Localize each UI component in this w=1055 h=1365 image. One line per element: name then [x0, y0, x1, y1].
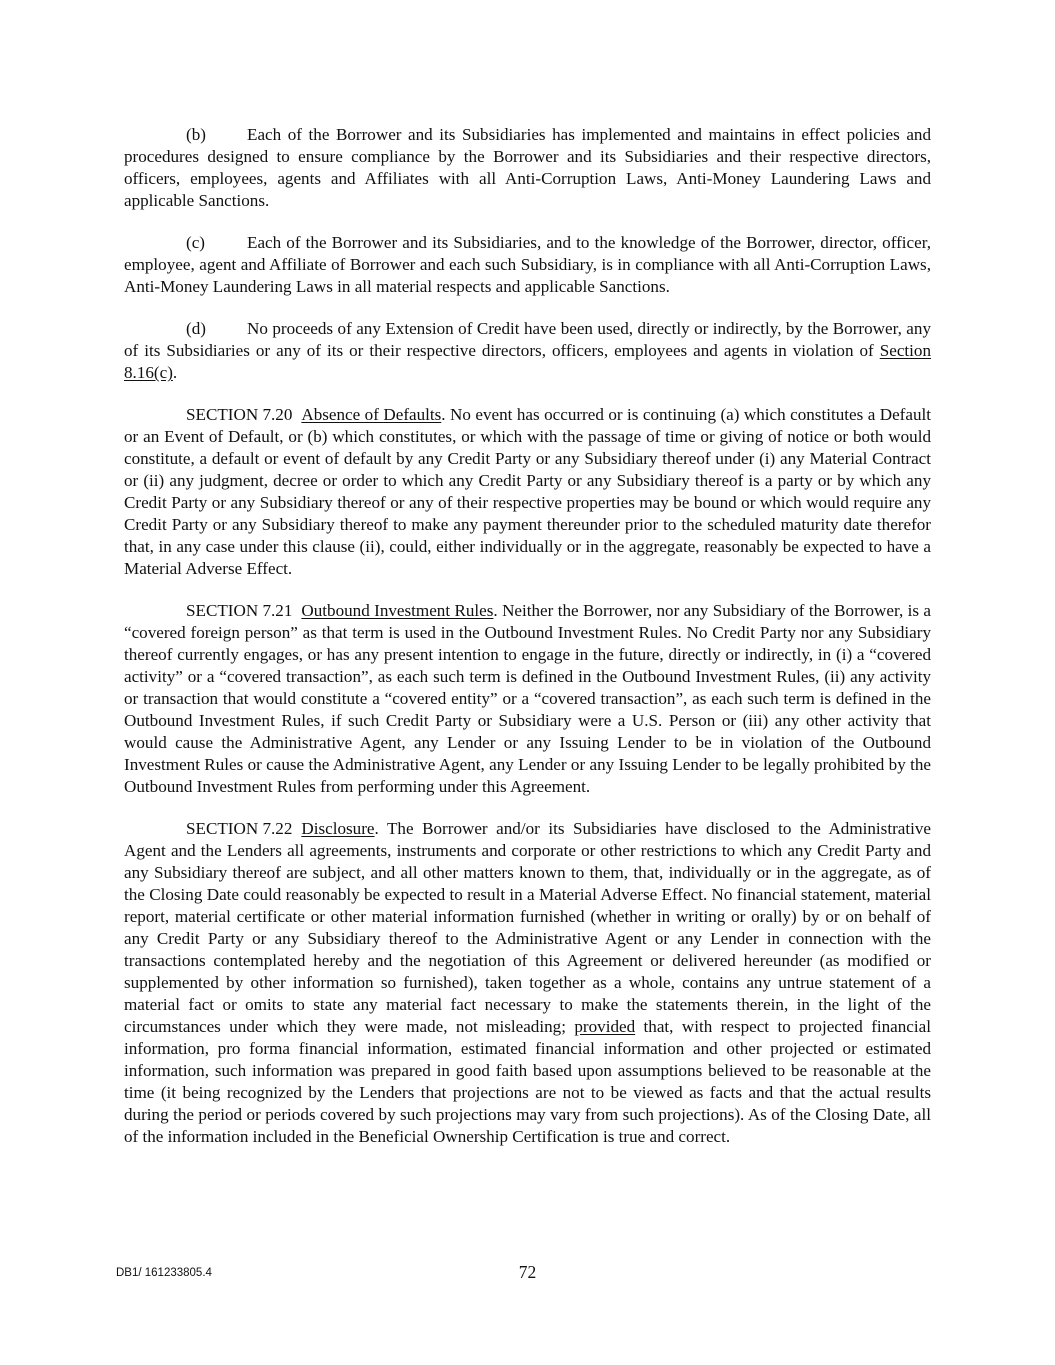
section-7-22: [124, 818, 931, 1148]
section-number-7-21: SECTION 7.21: [186, 601, 293, 620]
section-text-7-22-before: . The Borrower and/or its Subsidiaries have disclosed to the Administrative Agent and the Lenders all agreements, instruments and corporate or other restrictions to which any Credit Party and any Subsidiary thereof are subject, and all other matters known to them, that, individually or in the aggregate, as of the Closing Date could reasonably be expected to result in a Material Adverse Effect. No financial statement, material report, material certificate or other material information furnished (whether in writing or orally) by or on behalf of any Credit Party or any Subsidiary thereof to the Administrative Agent or any Lender in connection with the transactions contemplated hereby and the negotiation of this Agreement or delivered hereunder (as modified or supplemented by other information so furnished), taken together as a whole, contains any untrue statement of a material fact or omits to state any material fact necessary to make the statements therein, in the light of the circumstances under which they were made, not misleading;: [124, 819, 931, 1036]
paragraph-c: [124, 232, 931, 298]
proviso-term: provided: [574, 1017, 636, 1036]
paragraph-text-d: No proceeds of any Extension of Credit have been used, directly or indirectly, by the Borrower, any of its Subsidiaries or any of its or their respective directors, officers, employees and agents in violation of: [124, 319, 931, 360]
paragraph-text-b: Each of the Borrower and its Subsidiaries has implemented and maintains in effect policies and procedures designed to ensure compliance by the Borrower and its Subsidiaries and their respective directors, officers, employees, agents and Affiliates with all Anti-Corruption Laws, Anti-Money Laundering Laws and applicable Sanctions.: [124, 125, 931, 210]
section-text-7-22-after: that, with respect to projected financial information, pro forma financial information, estimated financial information and other projected or estimated information, such information was prepared in good faith based upon assumptions believed to be reasonable at the time (it being recognized by the Lenders that projections are not to be viewed as facts and that the actual results during the period or periods covered by such projections may vary from such projections). As of the Closing Date, all of the information included in the Beneficial Ownership Certification is true and correct.: [124, 1017, 931, 1146]
paragraph-label-d: (d): [186, 319, 206, 338]
section-7-20: [124, 404, 931, 580]
section-number-7-22: SECTION 7.22: [186, 819, 293, 838]
paragraph-d: [124, 318, 931, 384]
paragraph-text-c: Each of the Borrower and its Subsidiaries, and to the knowledge of the Borrower, director, officer, employee, agent and Affiliate of Borrower and each such Subsidiary, is in compliance with all Anti-Corruption Laws, Anti-Money Laundering Laws in all material respects and applicable Sanctions.: [124, 233, 931, 296]
section-reference-link: Section 8.16(c): [124, 341, 931, 382]
section-title-7-20: Absence of Defaults: [301, 405, 442, 424]
paragraph-b: [124, 124, 931, 212]
section-7-21: [124, 600, 931, 798]
paragraph-label-b: (b): [186, 125, 206, 144]
section-text-7-20: . No event has occurred or is continuing (a) which constitutes a Default or an Event of Default, or (b) which constitutes, or which with the passage of time or giving of notice or both would constitute, a default or event of default by any Credit Party or any Subsidiary thereof under (i) any Material Contract or (ii) any judgment, decree or order to which any Credit Party or any Subsidiary thereof is a party or by which any Credit Party or any Subsidiary thereof or any of their respective properties may be bound or which would require any Credit Party or any Subsidiary thereof to make any payment thereunder prior to the scheduled maturity date therefor that, in any case under this clause (ii), could, either individually or in the aggregate, reasonably be expected to have a Material Adverse Effect.: [124, 405, 932, 578]
section-title-7-21: Outbound Investment Rules: [301, 601, 494, 620]
page-number: 72: [518, 1262, 537, 1282]
section-title-7-22: Disclosure: [301, 819, 375, 838]
section-text-7-21: . Neither the Borrower, nor any Subsidiary of the Borrower, is a “covered foreign person” as that term is used in the Outbound Investment Rules. No Credit Party nor any Subsidiary thereof currently engages, or has any present intention to engage in the future, directly or indirectly, in (i) a “covered activity” or a “covered transaction”, as each such term is defined in the Outbound Investment Rules, (ii) any activity or transaction that would constitute a “covered entity” or a “covered transaction”, as each such term is defined in the Outbound Investment Rules, if such Credit Party or Subsidiary were a U.S. Person or (iii) any other activity that would cause the Administrative Agent, any Lender or any Issuing Lender to be in violation of the Outbound Investment Rules or cause the Administrative Agent, any Lender or any Issuing Lender to be legally prohibited by the Outbound Investment Rules from performing under this Agreement.: [124, 601, 931, 796]
paragraph-label-c: (c): [186, 233, 205, 252]
document-body: [124, 124, 931, 1148]
section-number-7-20: SECTION 7.20: [186, 405, 293, 424]
document-id: DB1/ 161233805.4: [116, 1267, 212, 1279]
paragraph-end-d: .: [172, 363, 178, 382]
